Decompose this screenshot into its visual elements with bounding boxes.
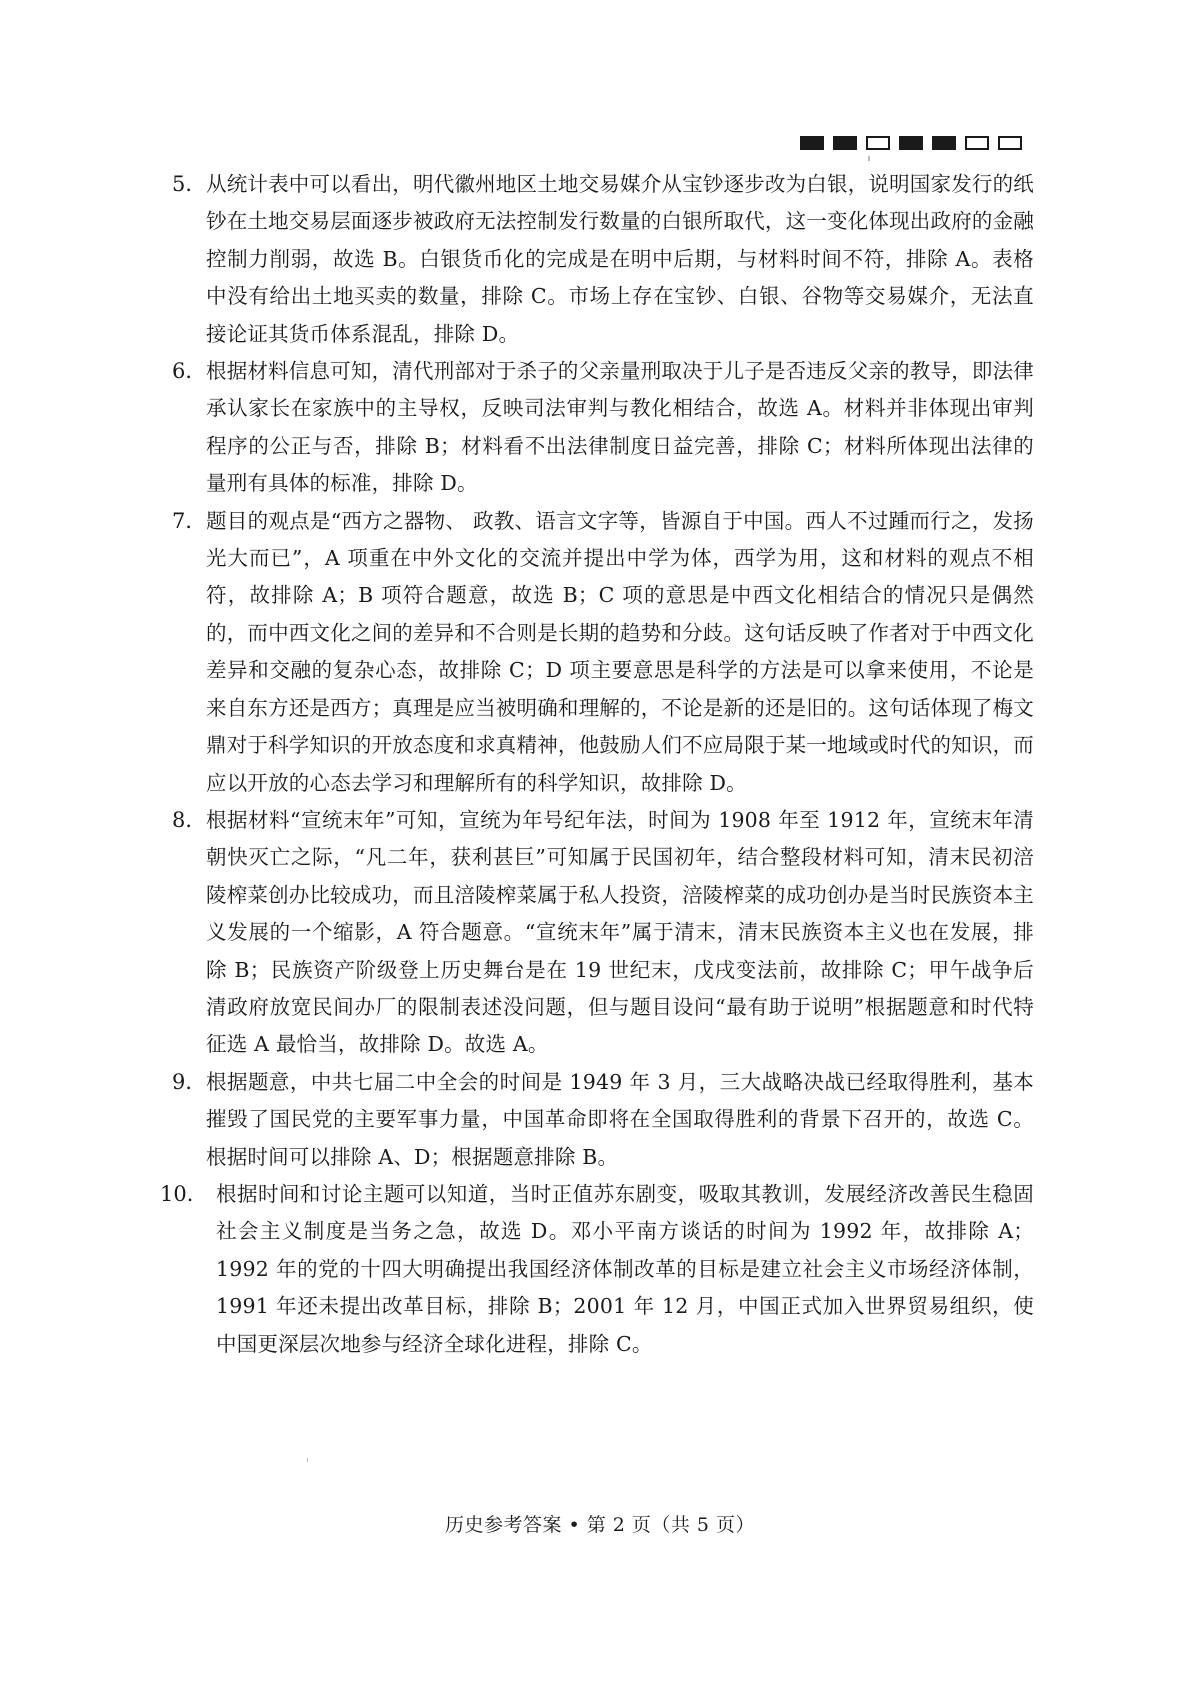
answer-explanation: 根据题意，中共七届二中全会的时间是 1949 年 3 月，三大战略决战已经取得胜利，基本摧毁了国民党的主要军事力量，中国革命即将在全国取得胜利的背景下召开的，故选 C。根据时间可以排除 A、D；根据题意排除 B。 [206, 1069, 1034, 1169]
answer-explanation: 根据时间和讨论主题可以知道，当时正值苏东剧变，吸取其教训，发展经济改善民生稳固社会主义制度是当务之急，故选 D。邓小平南方谈话的时间为 1992 年，故排除 A；1992 年的党的十四大明确提出我国经济体制改革的目标是建立社会主义市场经济体制，1991 年还未提出改革目标，排除 B；2001 年 12 月，中国正式加入世界贸易组织，使中国更深层次地参与经济全球化进程，排除 C。 [216, 1181, 1034, 1356]
registration-marker [899, 136, 923, 150]
answer-explanation: 根据材料信息可知，清代刑部对于杀子的父亲量刑取决于儿子是否违反父亲的教导，即法律承认家长在家族中的主导权，反映司法审判与教化相结合，故选 A。材料并非体现出审判程序的公正与否，排除 B；材料看不出法律制度日益完善，排除 C；材料所体现出法律的量刑有具体的标准，排除 D。 [206, 359, 1034, 496]
page-footer: 历史参考答案 • 第 2 页（共 5 页） [444, 1514, 756, 1536]
registration-marker [998, 136, 1022, 150]
answer-item-7 [172, 503, 1034, 802]
answer-explanation: 根据材料“宣统末年”可知，宣统为年号纪年法，时间为 1908 年至 1912 年，宣统末年清朝快灭亡之际，“凡二年，获利甚巨”可知属于民国初年，结合整段材料可知，清末民初涪陵榨菜创办比较成功，而且涪陵榨菜属于私人投资，涪陵榨菜的成功创办是当时民族资本主义发展的一个缩影，A 符合题意。“宣统末年”属于清末，清末民族资本主义也在发展，排除 B；民族资产阶级登上历史舞台是在 19 世纪末，戊戌变法前，故排除 C；甲午战争后清政府放宽民间办厂的限制表述没问题，但与题目设问“最有助于说明”根据题意和时代特征选 A 最恰当，故排除 D。故选 A。 [206, 807, 1034, 1057]
answer-number: 6． [172, 359, 207, 384]
answer-number: 5． [172, 172, 207, 196]
answer-number: 8． [172, 807, 207, 832]
answer-list [160, 166, 1034, 1363]
answer-number: 7． [172, 508, 207, 533]
answer-item-5 [172, 166, 1034, 353]
answer-number: 10． [160, 1181, 208, 1206]
scan-speck [868, 156, 870, 161]
registration-marker [965, 136, 989, 150]
answer-item-6 [172, 353, 1034, 503]
answer-item-9 [172, 1064, 1034, 1176]
registration-marker [833, 136, 857, 150]
registration-marker-strip [800, 136, 1022, 150]
registration-marker [932, 136, 956, 150]
scan-speck [307, 1458, 308, 1462]
answer-item-8 [172, 802, 1034, 1064]
answer-number: 9． [172, 1069, 207, 1094]
registration-marker [866, 136, 890, 150]
registration-marker [800, 136, 824, 150]
answer-explanation: 从统计表中可以看出，明代徽州地区土地交易媒介从宝钞逐步改为白银，说明国家发行的纸钞在土地交易层面逐步被政府无法控制发行数量的白银所取代，这一变化体现出政府的金融控制力削弱，故选 B。白银货币化的完成是在明中后期，与材料时间不符，排除 A。表格中没有给出土地买卖的数量，排除 C。市场上存在宝钞、白银、谷物等交易媒介，无法直接论证其货币体系混乱，排除 D。 [206, 172, 1034, 346]
answer-explanation: 题目的观点是“西方之器物、 政教、语言文字等，皆源自于中国。西人不过踵而行之，发扬光大而已”，A 项重在中外文化的交流并提出中学为体，西学为用，这和材料的观点不相符，故排除 A；B 项符合题意，故选 B；C 项的意思是中西文化相结合的情况只是偶然的，而中西文化之间的差异和不合则是长期的趋势和分歧。这句话反映了作者对于中西文化差异和交融的复杂心态，故排除 C；D 项主要意思是科学的方法是可以拿来使用，不论是来自东方还是西方；真理是应当被明确和理解的，不论是新的还是旧的。这句话体现了梅文鼎对于科学知识的开放态度和求真精神，他鼓励人们不应局限于某一地域或时代的知识，而应以开放的心态去学习和理解所有的科学知识，故排除 D。 [206, 508, 1034, 795]
answer-item-10 [160, 1176, 1034, 1363]
